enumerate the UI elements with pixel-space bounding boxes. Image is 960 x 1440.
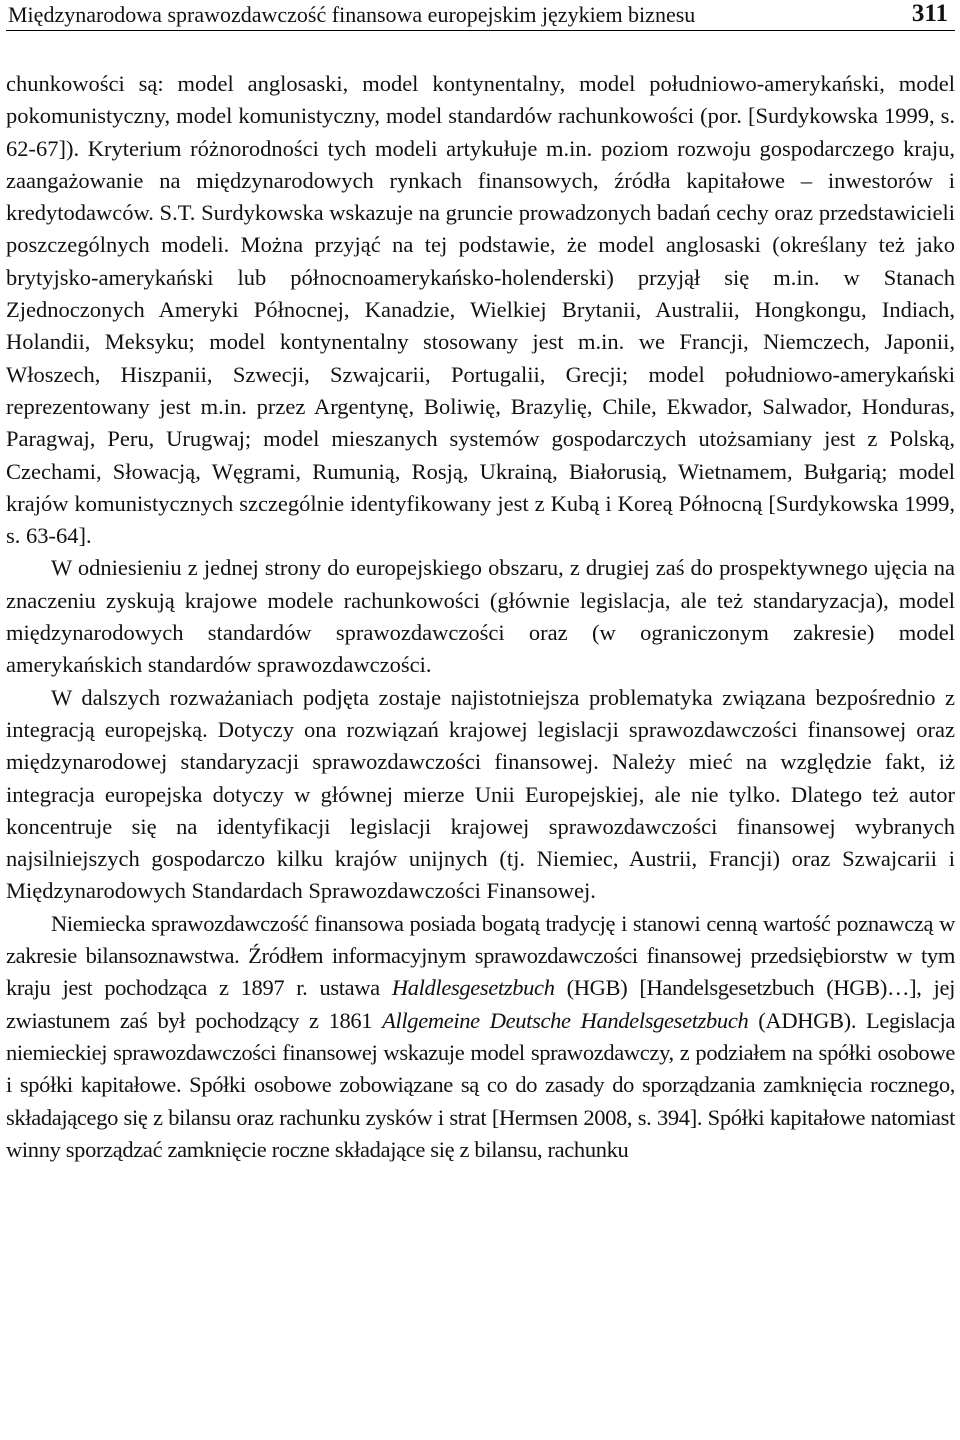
paragraph-text: (ADHGB). Legislacja niemieckiej sprawozdawczości finansowej wskazuje model sprawozdawczy, z podziałem na spółki osobowe i spółki kapitałowe. Spółki osobowe zobowiązane są co do zasady do sporządzania zamknięcia rocznego, składającego się z bilansu oraz rachunku zysków i strat [Hermsen 2008, s. 394]. Spółki kapitałowe natomiast winny sporządzać zamknięcie roczne składające się z bilansu, rachunku <box>6 1007 955 1162</box>
paragraph <box>6 552 955 681</box>
paragraph-text: W odniesieniu z jednej strony do europejskiego obszaru, z drugiej zaś do prospektywnego ujęcia na znaczeniu zyskują krajowe modele rachunkowości (głównie legislacja, ale też standaryzacja), model międzynarodowych standardów sprawozdawczości oraz (w ograniczonym zakresie) model amerykańskich standardów sprawozdawczości. <box>6 555 955 678</box>
paragraph-text: W dalszych rozważaniach podjęta zostaje najistotniejsza problematyka związana bezpośrednio z integracją europejską. Dotyczy ona rozwiązań krajowej legislacji sprawozdawczości finansowej oraz międzynarodowej standaryzacji sprawozdawczości finansowej. Należy mieć na względzie fakt, iż integracja europejska dotyczy w głównej mierze Unii Europejskiej, ale nie tylko. Dlatego też autor koncentruje się na identyfikacji legislacji krajowej sprawozdawczości finansowej wybranych najsilniejszych gospodarczo kilku krajów unijnych (tj. Niemiec, Austrii, Francji) oraz Szwajcarii i Międzynarodowych Standardach Sprawozdawczości Finansowej. <box>6 684 955 904</box>
paragraph-text: chunkowości są: model anglosaski, model kontynentalny, model południowo-amerykański, model pokomunistyczny, model komunistyczny, model standardów rachunkowości (por. [Surdykowska 1999, s. 62-67]). Kryterium różnorodności tych modeli artykułuje m.in. poziom rozwoju gospodarczego kraju, zaangażowanie na międzynarodowych rynkach finansowych, źródła kapitałowe – inwestorów i kredytodawców. S.T. Surdykowska wskazuje na gruncie prowadzonych badań cechy oraz przedstawicieli poszczególnych modeli. Można przyjąć na tej podstawie, że model anglosaski (określany też jako brytyjsko-amerykański lub północnoamerykańsko-holenderski) przyjął się m.in. w Stanach Zjednoczonych Ameryki Północnej, Kanadzie, Wielkiej Brytanii, Australii, Hongkongu, Indiach, Holandii, Meksyku; model kontynentalny stosowany jest m.in. we Francji, Niemczech, Japonii, Włoszech, Hiszpanii, Szwecji, Szwajcarii, Portugalii, Grecji; model południowo-amerykański reprezentowany jest m.in. przez Argentynę, Boliwię, Brazylię, Chile, Ekwador, Salwador, Honduras, Paragwaj, Peru, Urugwaj; model mieszanych systemów gospodarczych utożsamiany jest z Polską, Czechami, Słowacją, Węgrami, Rumunią, Rosją, Ukrainą, Białorusią, Wietnamem, Bułgarią; model krajów komunistycznych szczególnie identyfikowany jest z Kubą i Koreą Północną [Surdykowska 1999, s. 63-64]. <box>6 71 955 549</box>
paragraph <box>6 682 955 908</box>
paragraph <box>6 908 955 1166</box>
paragraph-text: Niemiecka sprawozdawczość finansowa posiada bogatą tradycję i stanowi cenną wartość poznawczą w zakresie bilansoznawstwa. Źródłem informacyjnym sprawozdawczości finansowej przedsiębiorstw w tym kraju jest pochodząca z 1897 r. ustawa <box>6 910 955 1001</box>
italic-title-hgb: Haldlesgesetzbuch <box>391 975 555 1001</box>
paragraph-continued <box>6 68 955 552</box>
paragraph-text: (HGB) [Handelsgesetzbuch (HGB)…], jej zwiastunem zaś był pochodzący z 1861 <box>6 975 955 1033</box>
body-text <box>6 68 955 1166</box>
running-header-title: Międzynarodowa sprawozdawczość finansowa europejskim językiem biznesu <box>8 2 696 27</box>
page-number: 311 <box>911 0 948 27</box>
running-header <box>6 0 955 31</box>
italic-title-adhgb: Allgemeine Deutsche Handelsgesetzbuch <box>382 1007 749 1033</box>
